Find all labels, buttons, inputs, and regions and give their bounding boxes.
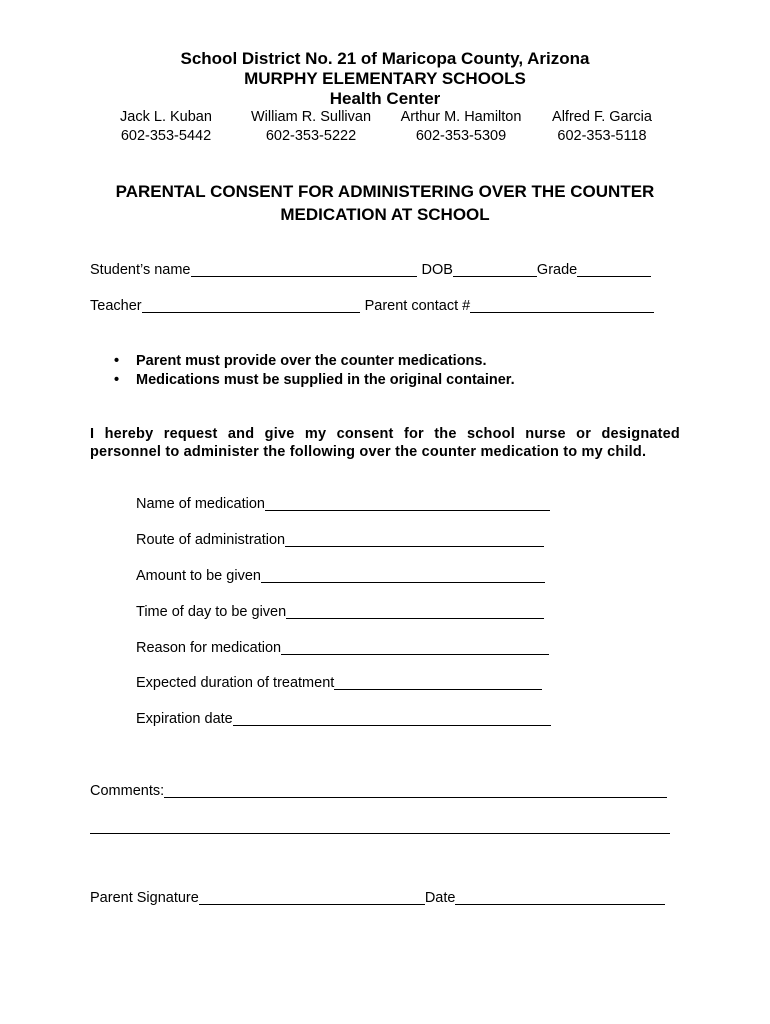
parent-contact-label: Parent contact # (364, 298, 471, 314)
medication-name-field[interactable] (265, 496, 550, 511)
list-item: • Parent must provide over the counter medications. (112, 352, 515, 371)
parent-signature-label: Parent Signature (90, 890, 199, 906)
signature-row (90, 889, 665, 907)
time-of-day-label: Time of day to be given (136, 604, 287, 620)
route-label: Route of administration (136, 532, 286, 548)
student-info-row (90, 261, 651, 279)
medication-field-row (136, 639, 549, 657)
medication-name-label: Name of medication (136, 496, 265, 512)
route-field[interactable] (285, 532, 544, 547)
comments-line-2[interactable] (90, 833, 670, 834)
parent-contact-field[interactable] (470, 298, 654, 313)
form-title-line2: MEDICATION AT SCHOOL (280, 205, 490, 224)
contact-phone: 602-353-5222 (265, 128, 357, 144)
medication-field-row (136, 603, 544, 621)
form-title (85, 180, 685, 226)
contact-phone: 602-353-5442 (120, 128, 212, 144)
district-title: School District No. 21 of Maricopa County, Arizona (180, 49, 590, 68)
contact-name: Jack L. Kuban (120, 109, 212, 125)
list-item: • Medications must be supplied in the original container. (112, 371, 515, 390)
medication-field-row (136, 674, 542, 692)
expiration-label: Expiration date (136, 711, 233, 727)
reason-label: Reason for medication (136, 640, 282, 656)
medication-field-row (136, 495, 550, 513)
contact-name: Arthur M. Hamilton (400, 109, 522, 125)
contact-kuban (91, 108, 241, 146)
schools-title: MURPHY ELEMENTARY SCHOOLS (244, 69, 526, 88)
time-of-day-field[interactable] (286, 604, 544, 619)
medication-field-row (136, 710, 551, 728)
student-name-label: Student’s name (90, 262, 191, 278)
parent-signature-field[interactable] (199, 890, 425, 905)
amount-field[interactable] (261, 568, 545, 583)
form-title-line1: PARENTAL CONSENT FOR ADMINISTERING OVER THE COUNTER (115, 182, 655, 201)
grade-field[interactable] (577, 262, 651, 277)
dob-label: DOB (421, 262, 453, 278)
teacher-label: Teacher (90, 298, 142, 314)
contact-hamilton (386, 108, 536, 146)
contact-phone: 602-353-5309 (415, 128, 507, 144)
duration-field[interactable] (334, 675, 542, 690)
contact-name: Alfred F. Garcia (552, 109, 652, 125)
expiration-field[interactable] (233, 711, 551, 726)
grade-label: Grade (536, 262, 578, 278)
medication-field-row (136, 531, 544, 549)
reason-field[interactable] (281, 640, 549, 655)
contact-phone: 602-353-5118 (557, 128, 647, 144)
instructions-list (112, 352, 515, 390)
comments-label: Comments: (90, 783, 165, 799)
date-field[interactable] (455, 890, 665, 905)
student-name-field[interactable] (191, 262, 417, 277)
consent-statement: I hereby request and give my consent for the school nurse or designated personnel to administer the following over the counter medication to my child. (90, 426, 680, 460)
teacher-field[interactable] (142, 298, 360, 313)
teacher-row (90, 297, 654, 315)
date-label: Date (424, 890, 456, 906)
contact-sullivan (236, 108, 386, 146)
comments-row (90, 782, 667, 800)
amount-label: Amount to be given (136, 568, 261, 584)
contact-name: William R. Sullivan (250, 109, 372, 125)
duration-label: Expected duration of treatment (136, 675, 335, 691)
health-center-title: Health Center (329, 89, 441, 108)
comments-field[interactable] (164, 783, 667, 798)
dob-field[interactable] (453, 262, 537, 277)
medication-field-row (136, 567, 545, 585)
contact-garcia (527, 108, 677, 146)
